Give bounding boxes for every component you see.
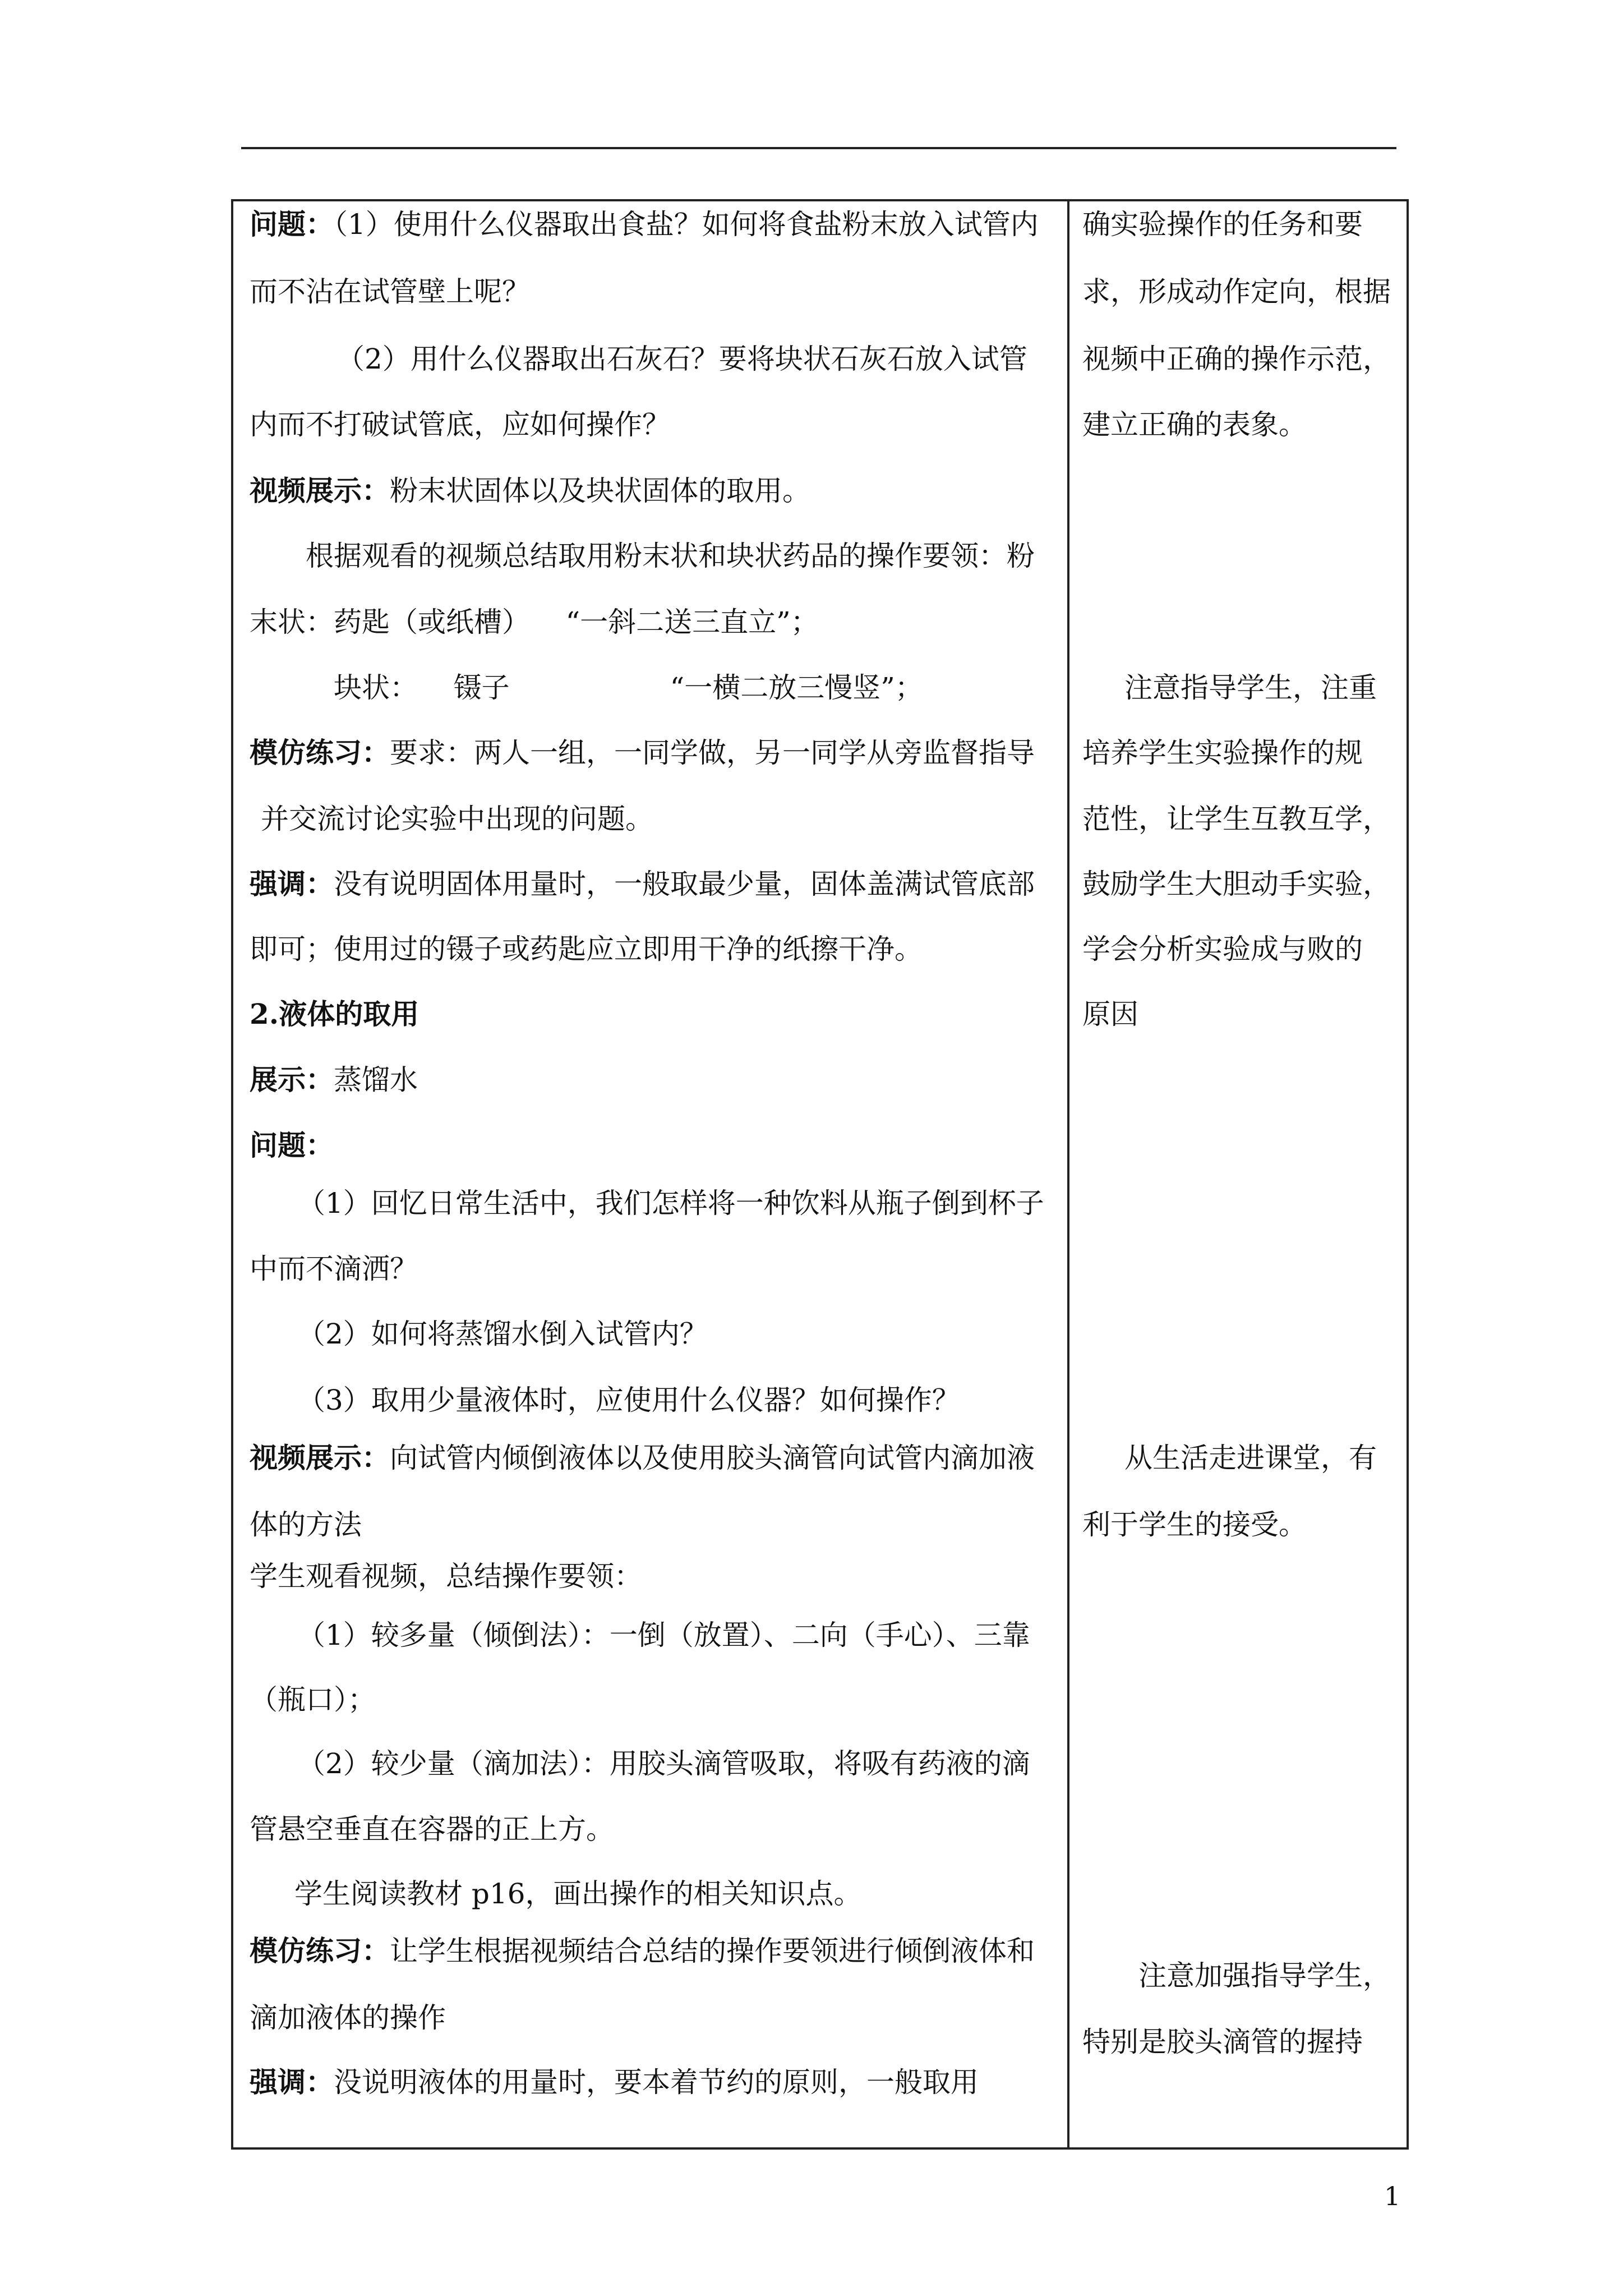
side-line-3: 视频中正确的操作示范， [1082, 343, 1391, 375]
side-line-12: 利于学生的接受。 [1082, 1508, 1307, 1541]
main-line-6: 根据观看的视频总结取用粉末状和块状药品的操作要领：粉 [306, 540, 1035, 572]
column-divider [1067, 201, 1069, 2147]
side-line-14: 特别是胶头滴管的握持 [1082, 2026, 1363, 2058]
main-line-11: 强调：没有说明固体用量时，一般取最少量，固体盖满试管底部 [250, 867, 1035, 900]
side-line-8: 鼓励学生大胆动手实验， [1082, 868, 1391, 900]
main-line-17: 中而不滴洒？ [250, 1253, 418, 1285]
main-line-27: 学生阅读教材 p16，画出操作的相关知识点。 [294, 1878, 862, 1910]
main-line-22: 学生观看视频，总结操作要领： [250, 1560, 642, 1593]
main-line-2: 而不沾在试管壁上呢？ [250, 275, 530, 308]
main-line-21: 体的方法 [250, 1508, 362, 1541]
main-line-28: 模仿练习：让学生根据视频结合总结的操作要领进行倾倒液体和 [250, 1934, 1035, 1967]
side-line-4: 建立正确的表象。 [1082, 408, 1307, 441]
main-line-1: 问题：（1）使用什么仪器取出食盐？如何将食盐粉末放入试管内 [250, 208, 1039, 241]
page-number: 1 [1384, 2181, 1401, 2211]
main-line-3: （2）用什么仪器取出石灰石？要将块状石灰石放入试管 [336, 343, 1027, 375]
side-line-10: 原因 [1082, 998, 1138, 1030]
main-line-29: 滴加液体的操作 [250, 2001, 446, 2034]
main-line-18: （2）如何将蒸馏水倒入试管内？ [297, 1318, 708, 1350]
main-line-15: 问题： [250, 1129, 334, 1162]
main-line-25: （2）较少量（滴加法）：用胶头滴管吸取，将吸有药液的滴 [297, 1747, 1030, 1780]
main-line-14: 展示：蒸馏水 [250, 1063, 418, 1096]
main-line-30: 强调：没说明液体的用量时，要本着节约的原则，一般取用 [250, 2065, 979, 2099]
main-line-9: 模仿练习：要求：两人一组，一同学做，另一同学从旁监督指导 [250, 736, 1035, 769]
main-line-26: 管悬空垂直在容器的正上方。 [250, 1813, 614, 1846]
main-line-24: （瓶口）； [250, 1683, 376, 1716]
side-line-13: 注意加强指导学生， [1138, 1959, 1391, 1992]
header-rule [241, 147, 1396, 149]
side-line-6: 培养学生实验操作的规 [1082, 737, 1363, 769]
side-line-9: 学会分析实验成与败的 [1082, 933, 1363, 965]
main-line-20: 视频展示：向试管内倾倒液体以及使用胶头滴管向试管内滴加液 [250, 1441, 1035, 1474]
main-line-7: 末状：药匙（或纸槽） “一斜二送三直立”； [250, 606, 819, 638]
side-line-2: 求，形成动作定向，根据 [1082, 275, 1391, 308]
main-line-12: 即可；使用过的镊子或药匙应立即用干净的纸擦干净。 [250, 933, 923, 965]
main-line-16: （1）回忆日常生活中，我们怎样将一种饮料从瓶子倒到杯子 [297, 1187, 1044, 1220]
main-line-5: 视频展示：粉末状固体以及块状固体的取用。 [250, 474, 810, 507]
side-line-5: 注意指导学生，注重 [1124, 671, 1377, 704]
side-line-1: 确实验操作的任务和要 [1082, 208, 1363, 241]
main-line-13: 2.液体的取用 [250, 997, 419, 1030]
main-line-23: （1）较多量（倾倒法）：一倒（放置）、二向（手心）、三靠 [297, 1619, 1030, 1651]
main-line-19: （3）取用少量液体时，应使用什么仪器？如何操作？ [297, 1384, 960, 1416]
main-line-4: 内而不打破试管底，应如何操作？ [250, 408, 670, 441]
main-line-10: 并交流讨论实验中出现的问题。 [261, 803, 653, 835]
main-line-8: 块状： 镊子 “一横二放三慢竖”； [334, 671, 923, 704]
side-line-7: 范性，让学生互教互学， [1082, 803, 1391, 835]
side-line-11: 从生活走进课堂，有 [1124, 1442, 1377, 1474]
